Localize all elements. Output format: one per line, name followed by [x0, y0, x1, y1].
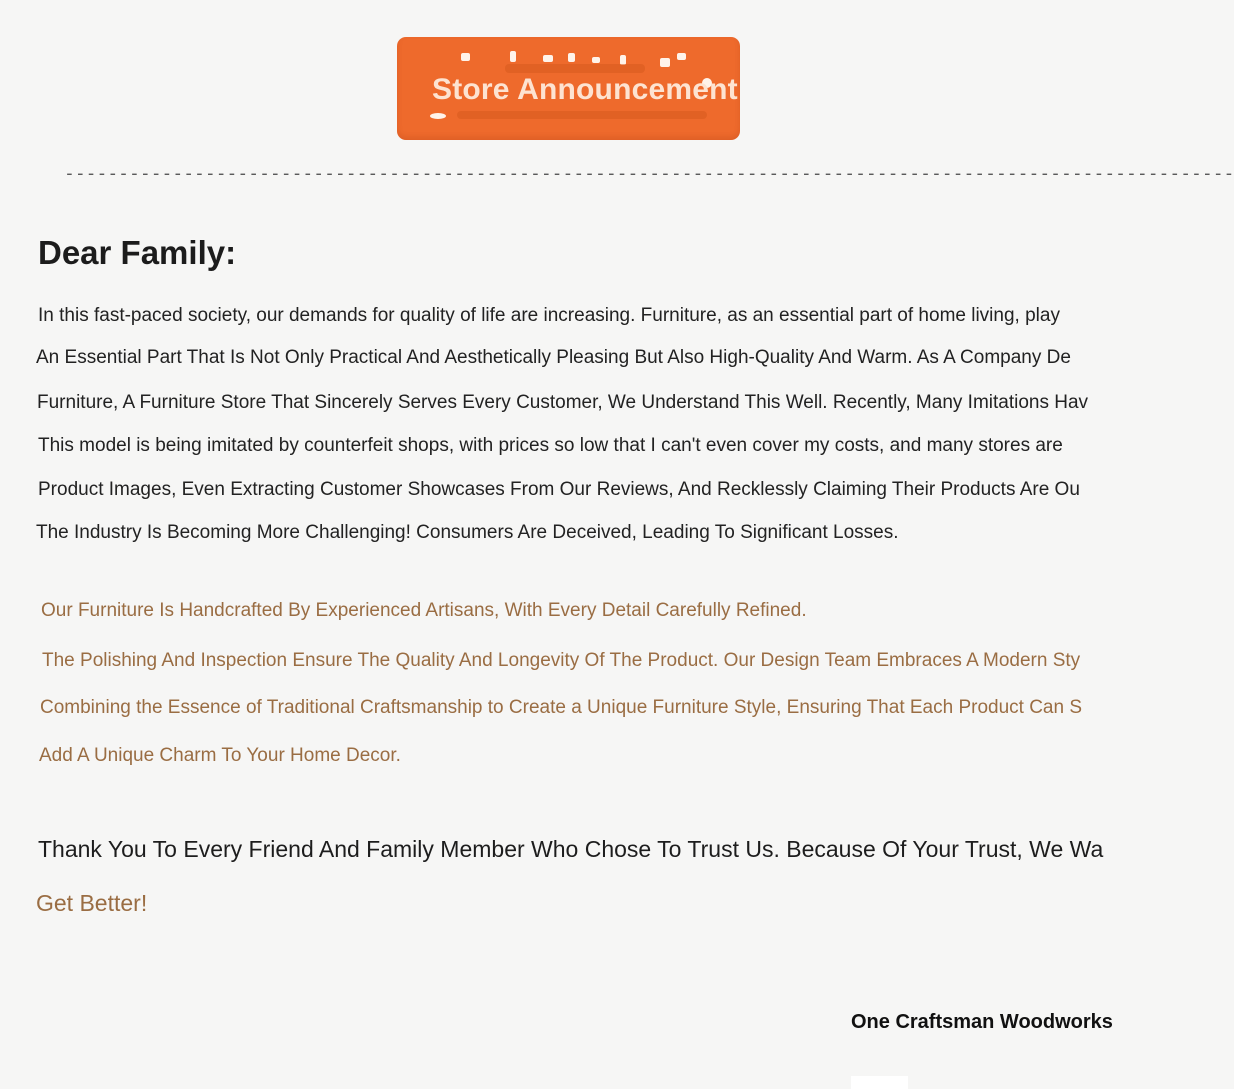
greeting-heading: Dear Family:: [38, 234, 237, 271]
intro-line: An Essential Part That Is Not Only Practical And Aesthetically Pleasing But Also High-Quality And Warm. As A Company De: [36, 347, 1071, 368]
intro-line: Furniture, A Furniture Store That Sincerely Serves Every Customer, We Understand This Well. Recently, Many Imitations Hav: [37, 392, 1089, 413]
dashed-divider: ------------------------------------------------------------------------------------------------------------: [64, 163, 1234, 184]
intro-line: In this fast-paced society, our demands for quality of life are increasing. Furniture, as an essential part of home living, play: [38, 305, 1060, 326]
store-signature: One Craftsman Woodworks: [851, 1011, 1113, 1033]
closing-line: Get Better!: [36, 890, 148, 916]
store-announcement-banner: [397, 37, 740, 140]
craft-line: The Polishing And Inspection Ensure The Quality And Longevity Of The Product. Our Design Team Embraces A Modern Sty: [42, 650, 1081, 671]
intro-line: This model is being imitated by counterfeit shops, with prices so low that I can't even cover my costs, and many stores are: [38, 435, 1063, 456]
footer-white-block: [851, 1076, 908, 1089]
intro-line: Product Images, Even Extracting Customer Showcases From Our Reviews, And Recklessly Claiming Their Products Are Ou: [38, 479, 1080, 500]
announcement-title: Store Announcement: [432, 73, 738, 106]
thanks-line: Thank You To Every Friend And Family Member Who Chose To Trust Us. Because Of Your Trust, We Wa: [38, 836, 1104, 862]
craft-line: Add A Unique Charm To Your Home Decor.: [39, 745, 401, 766]
craft-line: Combining the Essence of Traditional Craftsmanship to Create a Unique Furniture Style, Ensuring That Each Product Can S: [40, 697, 1083, 718]
intro-line: The Industry Is Becoming More Challenging! Consumers Are Deceived, Leading To Significant Losses.: [36, 522, 899, 543]
craft-line: Our Furniture Is Handcrafted By Experienced Artisans, With Every Detail Carefully Refined.: [41, 600, 807, 621]
